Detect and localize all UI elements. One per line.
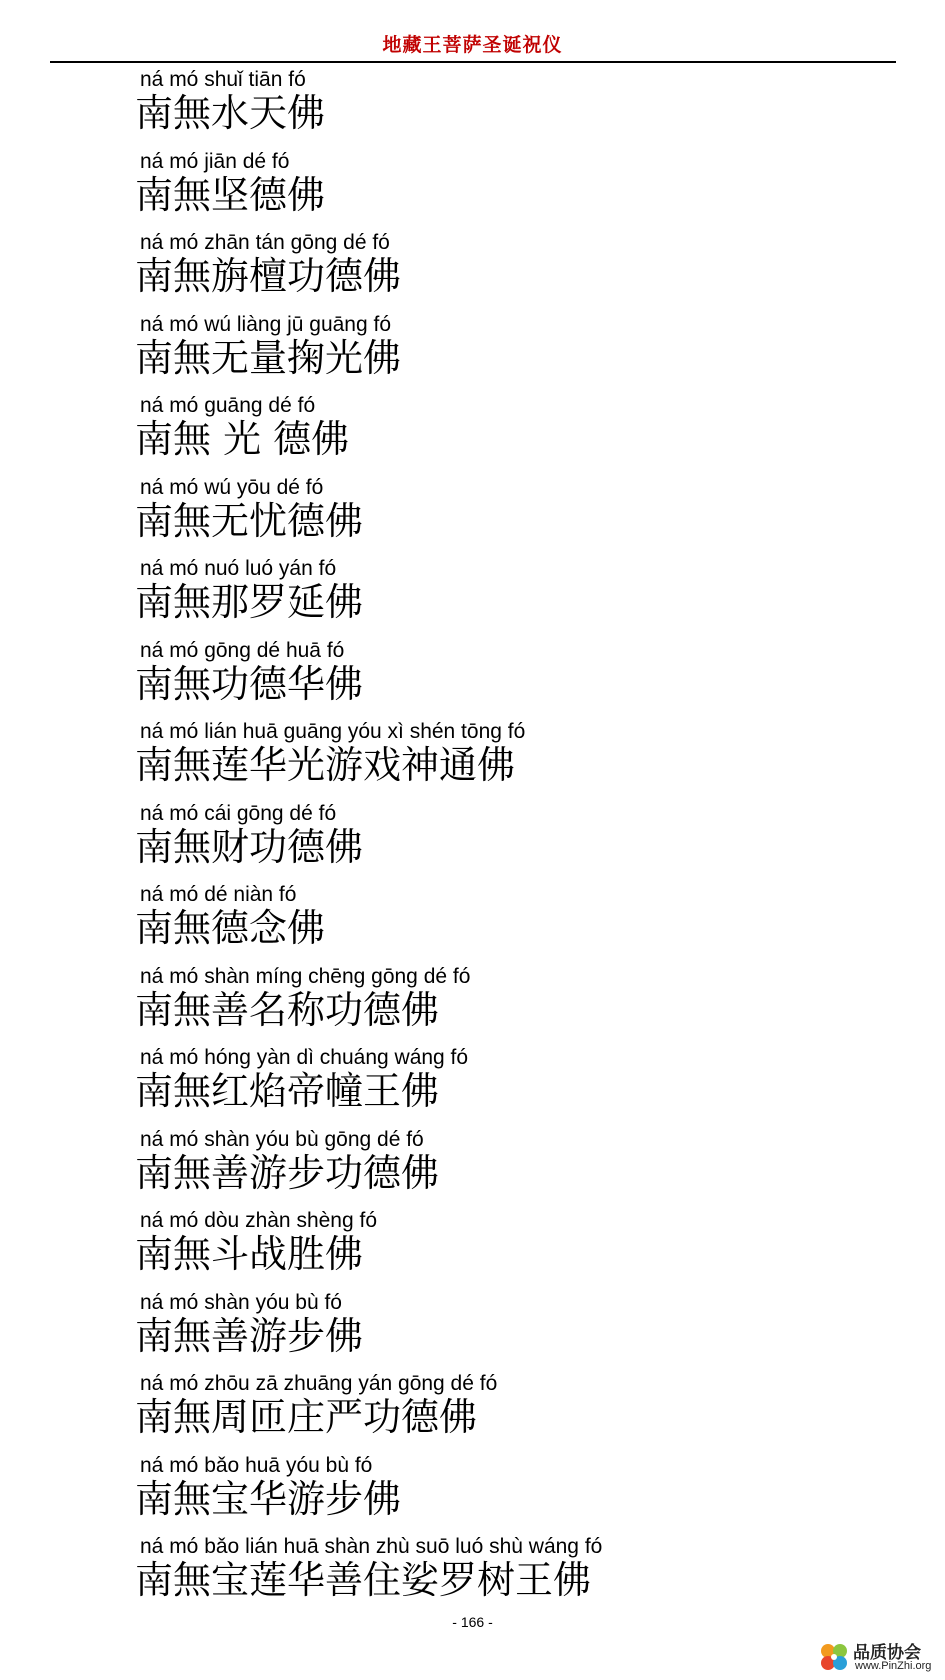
buddha-entry — [135, 883, 915, 965]
entry-hanzi: 南無无量掬光佛 — [135, 335, 402, 380]
entry-pinyin: ná mó shàn míng chēng gōng dé fó — [140, 964, 471, 988]
entry-pinyin: ná mó dòu zhàn shèng fó — [140, 1209, 378, 1232]
watermark — [817, 1636, 937, 1676]
entry-hanzi: 南無善名称功德佛 — [135, 987, 440, 1032]
entry-pinyin: ná mó zhōu zā zhuāng yán gōng dé fó — [140, 1372, 498, 1395]
buddha-entry — [135, 313, 915, 395]
entry-pinyin: ná mó wú liàng jū guāng fó — [140, 312, 392, 336]
buddha-entry — [135, 1454, 915, 1536]
buddha-entry — [135, 639, 915, 721]
buddha-entry — [135, 1128, 915, 1210]
buddha-entry — [135, 476, 915, 558]
buddha-entry — [135, 1209, 915, 1291]
entry-hanzi: 南無宝华游步佛 — [135, 1476, 402, 1521]
buddha-entry — [135, 1046, 915, 1128]
buddha-entry — [135, 1535, 915, 1617]
buddha-entry — [135, 68, 915, 150]
entry-hanzi: 南無德念佛 — [135, 906, 326, 950]
entry-hanzi: 南無莲华光游戏神通佛 — [135, 743, 516, 787]
entry-pinyin: ná mó shàn yóu bù fó — [140, 1290, 342, 1314]
entry-pinyin: ná mó bǎo huā yóu bù fó — [140, 1453, 373, 1477]
entry-hanzi: 南無无忧德佛 — [135, 498, 364, 543]
entry-hanzi: 南無红焰帝幢王佛 — [135, 1069, 440, 1113]
entry-hanzi: 南無功德华佛 — [135, 661, 364, 706]
pinwheel-logo-icon — [817, 1640, 851, 1674]
entry-hanzi: 南無善游步佛 — [135, 1313, 364, 1358]
buddha-entry — [135, 557, 915, 639]
buddha-entry — [135, 150, 915, 232]
entry-pinyin: ná mó bǎo lián huā shàn zhù suō luó shù wáng fó — [140, 1535, 603, 1558]
entry-pinyin: ná mó lián huā guāng yóu xì shén tōng fó — [140, 720, 526, 743]
entry-pinyin: ná mó hóng yàn dì chuáng wáng fó — [140, 1046, 469, 1069]
entry-pinyin: ná mó zhān tán gōng dé fó — [140, 231, 390, 254]
entry-hanzi: 南無那罗延佛 — [135, 580, 364, 624]
entry-pinyin: ná mó guāng dé fó — [140, 394, 316, 417]
entry-pinyin: ná mó jiān dé fó — [140, 149, 290, 173]
entry-pinyin: ná mó cái gōng dé fó — [140, 801, 337, 825]
buddha-entry — [135, 394, 915, 476]
buddha-entry — [135, 1372, 915, 1454]
header-divider — [50, 61, 896, 63]
entry-hanzi: 南無 光 德佛 — [135, 417, 350, 461]
page-header-title: 地藏王菩萨圣诞祝仪 — [382, 34, 563, 56]
entry-pinyin: ná mó wú yōu dé fó — [140, 475, 324, 499]
page-number: - 166 - — [452, 1614, 493, 1630]
buddha-entry — [135, 1291, 915, 1373]
entry-hanzi: 南無坚德佛 — [135, 172, 326, 217]
entry-hanzi: 南無善游步功德佛 — [135, 1150, 440, 1195]
watermark-url: www.PinZhi.org — [855, 1660, 932, 1672]
entry-pinyin: ná mó shuǐ tiān fó — [140, 68, 306, 91]
entry-pinyin: ná mó gōng dé huā fó — [140, 638, 345, 662]
buddha-entry — [135, 720, 915, 802]
buddha-entry — [135, 231, 915, 313]
entry-pinyin: ná mó dé niàn fó — [140, 883, 297, 906]
buddha-entry — [135, 965, 915, 1047]
buddha-entry — [135, 802, 915, 884]
entry-hanzi: 南無周匝庄严功德佛 — [135, 1395, 478, 1439]
entry-pinyin: ná mó shàn yóu bù gōng dé fó — [140, 1127, 424, 1151]
buddha-name-list — [135, 68, 915, 1617]
entry-pinyin: ná mó nuó luó yán fó — [140, 557, 337, 580]
entry-hanzi: 南無水天佛 — [135, 91, 326, 135]
watermark-title: 品质协会 — [853, 1643, 921, 1663]
entry-hanzi: 南無旃檀功德佛 — [135, 254, 402, 298]
entry-hanzi: 南無财功德佛 — [135, 824, 364, 869]
entry-hanzi: 南無宝莲华善住娑罗树王佛 — [135, 1558, 592, 1602]
entry-hanzi: 南無斗战胜佛 — [135, 1232, 364, 1276]
